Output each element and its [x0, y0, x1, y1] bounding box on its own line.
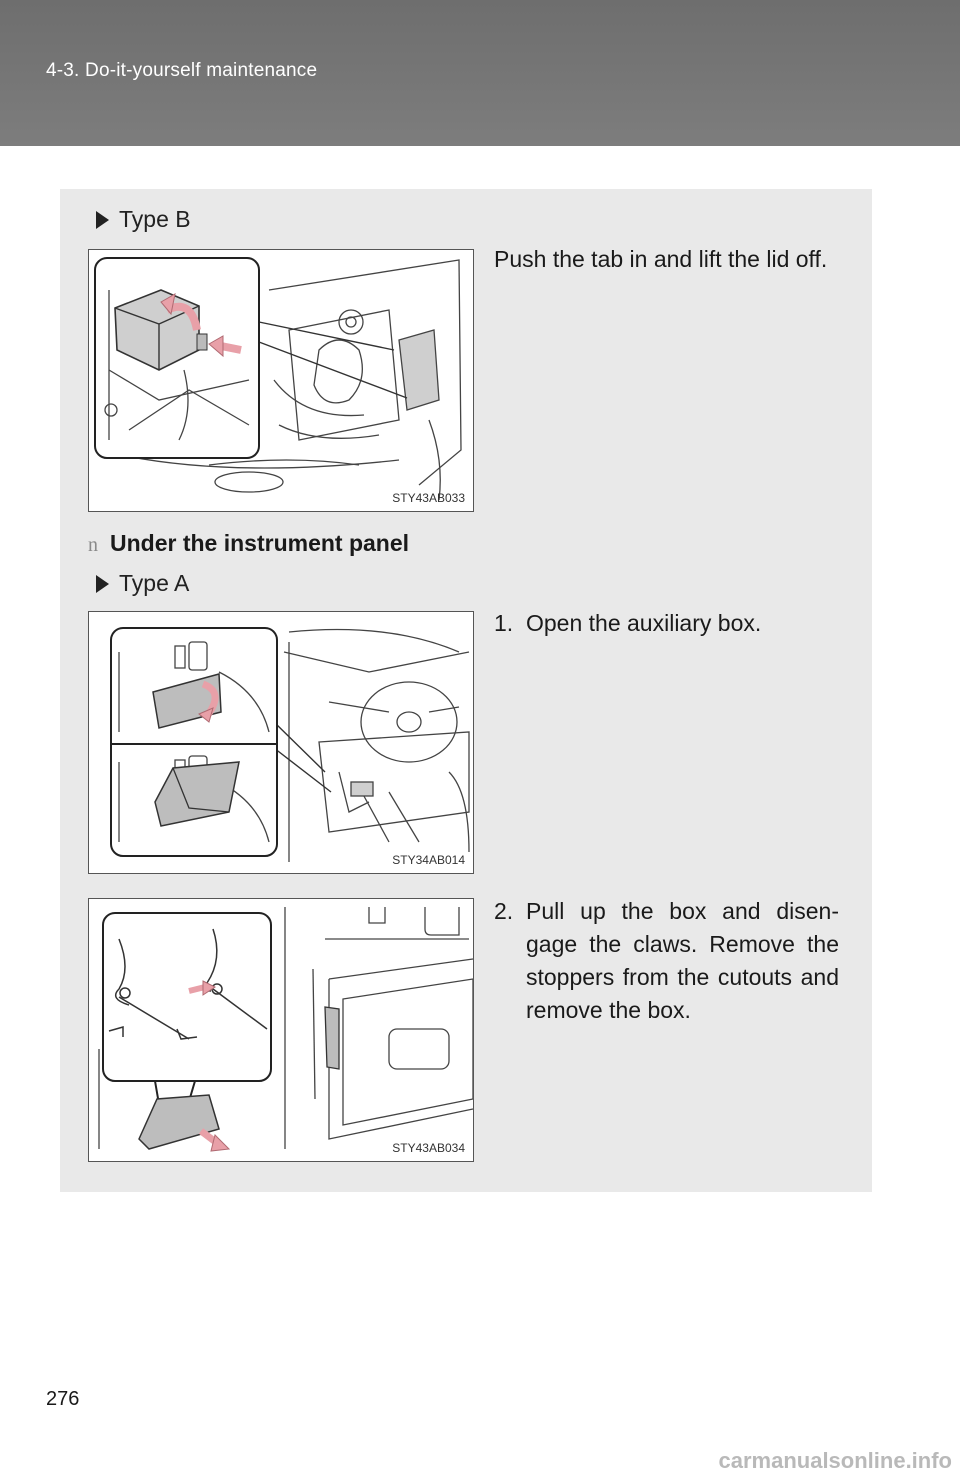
figure-disengage-claws [88, 898, 474, 1162]
engine-fuse-box-illustration [89, 250, 473, 511]
triangle-right-icon [96, 575, 109, 593]
type-b-text: Type B [119, 206, 191, 232]
figure-engine-fuse-box [88, 249, 474, 512]
step-1-text: Open the auxiliary box. [526, 610, 762, 636]
type-b-instruction: Push the tab in and lift the lid off. [494, 246, 828, 272]
triangle-right-icon [96, 211, 109, 229]
figure-code-2: STY34AB014 [392, 853, 465, 867]
watermark: carmanualsonline.info [718, 1448, 952, 1473]
type-a-text: Type A [119, 570, 190, 596]
page-header [0, 0, 960, 146]
step-1-number: 1. [494, 610, 514, 636]
under-panel-title: Under the instrument panel [110, 530, 410, 556]
figure-auxiliary-box [88, 611, 474, 874]
figure-code-1: STY43AB033 [392, 491, 465, 505]
page-number: 276 [46, 1388, 80, 1410]
type-a-label [96, 570, 189, 597]
auxiliary-box-illustration [89, 612, 473, 873]
step-2-text: Pull up the box and disen-gage the claws. Remove the stoppers from the cutouts and remove the box. [526, 898, 839, 1023]
type-b-label [96, 206, 191, 233]
under-panel-heading [88, 530, 409, 557]
figure-code-3: STY43AB034 [392, 1141, 465, 1155]
step-2-number: 2. [494, 898, 514, 924]
heading-bullet: n [88, 534, 98, 556]
disengage-claws-illustration [89, 899, 473, 1161]
section-title-header: 4-3. Do-it-yourself maintenance [46, 60, 318, 81]
